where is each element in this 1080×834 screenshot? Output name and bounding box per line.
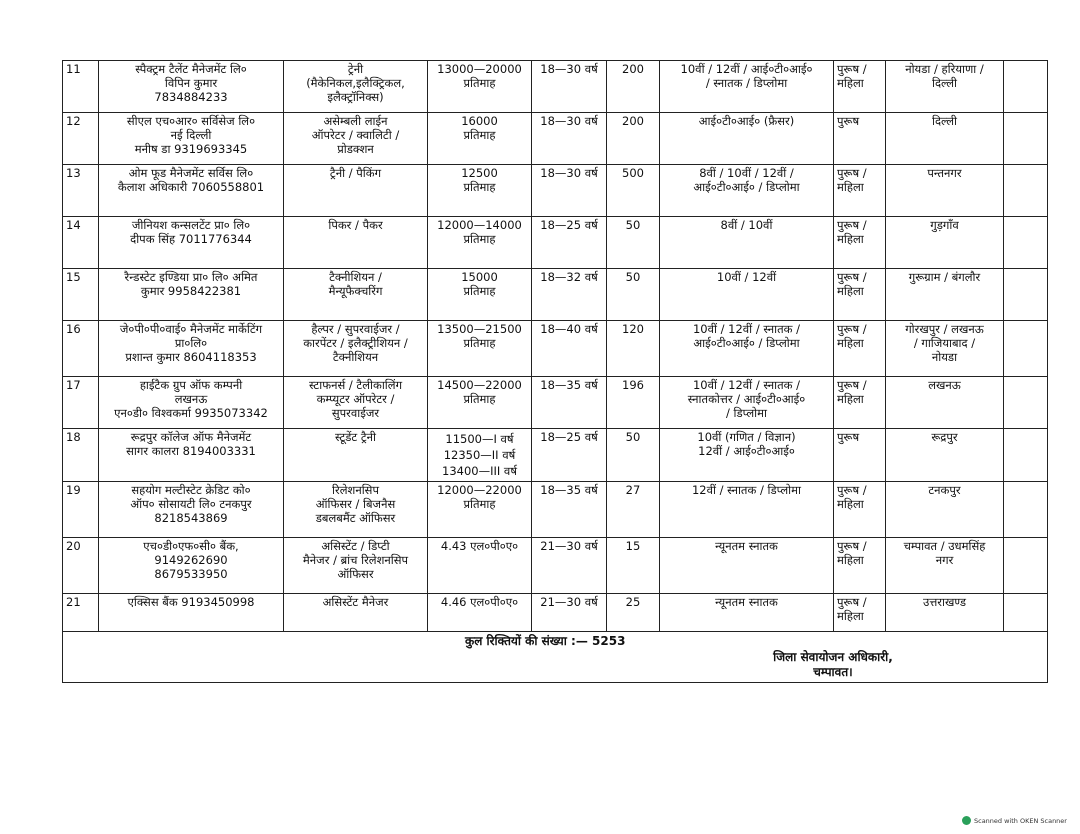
cell-line: टैक्नीशियन (332, 350, 379, 364)
cell-line: (मैकेनिकल,इलैक्ट्रिकल, (306, 76, 405, 90)
post-cell (284, 165, 428, 217)
scanner-label: Scanned with OKEN Scanner (974, 816, 1067, 825)
cell-line: पुरूष / (837, 270, 867, 284)
cell-line: असेम्बली लाईन (323, 114, 388, 128)
cell-line: पुरूष / (837, 62, 867, 76)
company-cell (99, 165, 284, 217)
qualification-cell (660, 113, 834, 165)
salary-cell (428, 113, 532, 165)
cell-line: रिलेशनसिप (332, 483, 379, 497)
vacancy-count-cell: 15 (607, 538, 660, 594)
cell-line: मैनेजर / ब्रांच रिलेशनसिप (302, 553, 409, 567)
cell-line: कम्प्यूटर ऑपरेटर / (316, 392, 395, 406)
cell-line: महिला (837, 232, 864, 246)
cell-line: आई०टी०आई० (फ्रैसर) (698, 114, 795, 128)
salary-cell (428, 429, 532, 482)
cell-line: गुड़गाँव (930, 218, 959, 232)
qualification-cell (660, 321, 834, 377)
cell-line: पुरूष / (837, 483, 867, 497)
cell-line: कारपेंटर / इलैक्ट्रीशियन / (303, 336, 408, 350)
cell-line: उत्तराखण्ड (923, 595, 966, 609)
vacancy-count-cell: 50 (607, 217, 660, 269)
cell-line: 10वीं / 12वीं / आई०टी०आई० (680, 62, 813, 76)
cell-line: पिकर / पैकर (328, 218, 383, 232)
post-cell (284, 594, 428, 632)
cell-line: प्रा०लि० (174, 336, 208, 350)
qualification-cell (660, 61, 834, 113)
officer-title: जिला सेवायोजन अधिकारी, (773, 650, 893, 664)
company-cell (99, 429, 284, 482)
cell-line: 13000—20000 (437, 62, 522, 76)
table-row (63, 429, 1048, 482)
cell-line: स्टाफनर्स / टैलीकालिंग (308, 378, 403, 392)
cell-line: पुरूष / (837, 378, 867, 392)
age-limit-cell: 18—30 वर्ष (532, 61, 607, 113)
cell-line: असिस्टेंट / डिप्टी (321, 539, 390, 553)
cell-line: चम्पावत / उधमसिंह (903, 539, 986, 553)
company-cell (99, 269, 284, 321)
cell-line: महिला (837, 284, 864, 298)
salary-cell (428, 594, 532, 632)
location-cell (886, 321, 1004, 377)
serial-number-cell: 19 (63, 482, 99, 538)
table-row (63, 217, 1048, 269)
salary-cell (428, 61, 532, 113)
cell-line: 12वीं / आई०टी०आई० (698, 444, 795, 458)
cell-line: रैन्डस्टेट इण्डिया प्रा० लि० अमित (124, 270, 258, 284)
total-vacancies: कुल रिक्तियों की संख्या :— 5253 (465, 634, 626, 648)
empty-cell (1004, 165, 1048, 217)
serial-number-cell: 16 (63, 321, 99, 377)
age-limit-cell: 21—30 वर्ष (532, 594, 607, 632)
age-limit-cell: 21—30 वर्ष (532, 538, 607, 594)
gender-cell (834, 321, 886, 377)
cell-line: नई दिल्ली (170, 128, 212, 142)
serial-number-cell: 13 (63, 165, 99, 217)
cell-line: ट्रेनी (347, 62, 364, 76)
cell-line: प्रतिमाह (463, 336, 496, 350)
gender-cell (834, 429, 886, 482)
gender-cell (834, 61, 886, 113)
cell-line: 11500—I वर्ष (445, 432, 514, 446)
company-cell (99, 377, 284, 429)
empty-cell (1004, 594, 1048, 632)
cell-line: प्रतिमाह (463, 76, 496, 90)
cell-line: टैक्नीशियन / (329, 270, 382, 284)
cell-line: हाईटैक ग्रुप ऑफ कम्पनी (139, 378, 243, 392)
officer-district: चम्पावत। (813, 665, 853, 679)
cell-line: डबलबमैंट ऑफिसर (315, 511, 396, 525)
contact-phone: एन०डी० विश्वकर्मा 9935073342 (114, 406, 268, 420)
gender-cell (834, 377, 886, 429)
salary-cell (428, 217, 532, 269)
cell-line: नोयडा (931, 350, 958, 364)
table-row (63, 377, 1048, 429)
cell-line: सहयोग मल्टीस्टेट क्रेडिट को० (131, 483, 251, 497)
cell-line: जे०पी०पी०वाई० मैनेजमेंट मार्केटिंग (119, 322, 263, 336)
empty-cell (1004, 113, 1048, 165)
cell-line: महिला (837, 392, 864, 406)
cell-line: महिला (837, 553, 864, 567)
cell-line: प्रतिमाह (463, 128, 496, 142)
company-cell (99, 482, 284, 538)
cell-line: स्नातकोत्तर / आई०टी०आई० (687, 392, 806, 406)
cell-line: 15000 (461, 270, 498, 284)
vacancy-count-cell: 500 (607, 165, 660, 217)
post-cell (284, 321, 428, 377)
cell-line: प्रतिमाह (463, 232, 496, 246)
cell-line: 4.46 एल०पी०ए० (440, 595, 519, 609)
cell-line: गोरखपुर / लखनऊ (905, 322, 984, 336)
age-limit-cell: 18—30 वर्ष (532, 113, 607, 165)
table-row (63, 61, 1048, 113)
age-limit-cell: 18—35 वर्ष (532, 377, 607, 429)
cell-line: सागर कालरा 8194003331 (126, 444, 256, 458)
cell-line: पुरूष / (837, 595, 867, 609)
empty-cell (1004, 321, 1048, 377)
cell-line: रूद्रपुर (931, 430, 958, 444)
qualification-cell (660, 217, 834, 269)
cell-line: विपिन कुमार (164, 76, 218, 90)
gender-cell (834, 165, 886, 217)
cell-line: / डिप्लोमा (725, 406, 768, 420)
age-limit-cell: 18—25 वर्ष (532, 429, 607, 482)
company-cell (99, 217, 284, 269)
cell-line: इलैक्ट्रॉनिक्स) (327, 90, 384, 104)
table-row (63, 165, 1048, 217)
cell-line: 10वीं / 12वीं (716, 270, 777, 284)
cell-line: दीपक सिंह 7011776344 (130, 232, 252, 246)
cell-line: लखनऊ (174, 392, 208, 406)
footer-cell (63, 632, 1048, 683)
location-cell (886, 269, 1004, 321)
officer-signature (753, 650, 913, 680)
cell-line: प्रतिमाह (463, 180, 496, 194)
cell-line: दिल्ली (931, 76, 958, 90)
table-row (63, 113, 1048, 165)
post-cell (284, 538, 428, 594)
scanner-watermark (962, 816, 1067, 825)
empty-cell (1004, 538, 1048, 594)
gender-cell (834, 113, 886, 165)
cell-line: 9149262690 (154, 553, 228, 567)
salary-cell (428, 377, 532, 429)
company-cell (99, 61, 284, 113)
cell-line: पुरूष / (837, 322, 867, 336)
vacancy-table-body (63, 61, 1048, 683)
serial-number-cell: 21 (63, 594, 99, 632)
cell-line: टनकपुर (928, 483, 961, 497)
location-cell (886, 482, 1004, 538)
cell-line: महिला (837, 609, 864, 623)
contact-phone: मनीष डा 9319693345 (134, 142, 248, 156)
cell-line: एच०डी०एफ०सी० बैंक, (143, 539, 239, 553)
cell-line: पुरूष (837, 430, 860, 444)
cell-line: 12500 (461, 166, 498, 180)
empty-cell (1004, 217, 1048, 269)
post-cell (284, 217, 428, 269)
cell-line: 8वीं / 10वीं / 12वीं / (699, 166, 794, 180)
gender-cell (834, 594, 886, 632)
age-limit-cell: 18—25 वर्ष (532, 217, 607, 269)
post-cell (284, 429, 428, 482)
cell-line: ऑफिसर (337, 567, 374, 581)
age-limit-cell: 18—35 वर्ष (532, 482, 607, 538)
location-cell (886, 377, 1004, 429)
contact-phone: 7834884233 (154, 90, 228, 104)
cell-line: ओम फूड मैनेजमेंट सर्विस लि० (128, 166, 254, 180)
vacancy-count-cell: 27 (607, 482, 660, 538)
salary-cell (428, 165, 532, 217)
empty-cell (1004, 429, 1048, 482)
cell-line: प्रतिमाह (463, 497, 496, 511)
cell-line: 12000—22000 (437, 483, 522, 497)
serial-number-cell: 20 (63, 538, 99, 594)
empty-cell (1004, 61, 1048, 113)
cell-line: प्रोडक्शन (337, 142, 374, 156)
qualification-cell (660, 538, 834, 594)
cell-line: दिल्ली (931, 114, 958, 128)
age-limit-cell: 18—40 वर्ष (532, 321, 607, 377)
cell-line: पुरूष / (837, 539, 867, 553)
cell-line: पुरूष / (837, 166, 867, 180)
cell-line: असिस्टेंट मैनेजर (322, 595, 389, 609)
serial-number-cell: 11 (63, 61, 99, 113)
gender-cell (834, 217, 886, 269)
company-cell (99, 113, 284, 165)
cell-line: आई०टी०आई० / डिप्लोमा (693, 180, 800, 194)
salary-cell (428, 538, 532, 594)
contact-phone: 8679533950 (154, 567, 228, 581)
cell-line: ऑप० सोसायटी लि० टनकपुर (130, 497, 252, 511)
cell-line: ऑफिसर / बिजनैस (315, 497, 396, 511)
company-cell (99, 594, 284, 632)
cell-line: / गाजियाबाद / (913, 336, 976, 350)
cell-line: महिला (837, 180, 864, 194)
cell-line: / स्नातक / डिप्लोमा (705, 76, 788, 90)
cell-line: आई०टी०आई० / डिप्लोमा (693, 336, 800, 350)
gender-cell (834, 482, 886, 538)
vacancy-count-cell: 200 (607, 61, 660, 113)
post-cell (284, 482, 428, 538)
cell-line: कुमार 9958422381 (140, 284, 242, 298)
cell-line: न्यूनतम स्नातक (715, 595, 778, 609)
cell-line: लखनऊ (928, 378, 961, 392)
cell-line: गुरूग्राम / बंगलौर (908, 270, 981, 284)
location-cell (886, 217, 1004, 269)
serial-number-cell: 14 (63, 217, 99, 269)
salary-cell (428, 482, 532, 538)
empty-cell (1004, 482, 1048, 538)
vacancy-count-cell: 120 (607, 321, 660, 377)
cell-line: 16000 (461, 114, 498, 128)
cell-line: 12350—II वर्ष (443, 448, 516, 462)
cell-line: 14500—22000 (437, 378, 522, 392)
qualification-cell (660, 482, 834, 538)
cell-line: 13500—21500 (437, 322, 522, 336)
post-cell (284, 61, 428, 113)
table-row (63, 538, 1048, 594)
cell-line: 10वीं / 12वीं / स्नातक / (692, 322, 801, 336)
table-row (63, 594, 1048, 632)
location-cell (886, 594, 1004, 632)
cell-line: ऑपरेटर / क्वालिटी / (311, 128, 400, 142)
salary-cell (428, 269, 532, 321)
qualification-cell (660, 377, 834, 429)
document-page (62, 60, 1047, 683)
cell-line: 10वीं (गणित / विज्ञान) (697, 430, 796, 444)
cell-line: रूद्रपुर कॉलेज ऑफ मैनेजमेंट (130, 430, 252, 444)
cell-line: 4.43 एल०पी०ए० (440, 539, 519, 553)
cell-line: स्पैक्ट्रम टैलेंट मैनेजमेंट लि० (135, 62, 247, 76)
contact-phone: 8218543869 (154, 511, 228, 525)
gender-cell (834, 269, 886, 321)
cell-line: 13400—III वर्ष (442, 464, 517, 478)
cell-line: प्रतिमाह (463, 392, 496, 406)
cell-line: महिला (837, 336, 864, 350)
post-cell (284, 113, 428, 165)
cell-line: स्टूडेंट ट्रैनी (334, 430, 377, 444)
table-row (63, 482, 1048, 538)
qualification-cell (660, 429, 834, 482)
vacancy-count-cell: 25 (607, 594, 660, 632)
cell-line: महिला (837, 497, 864, 511)
company-cell (99, 538, 284, 594)
table-row (63, 321, 1048, 377)
qualification-cell (660, 594, 834, 632)
serial-number-cell: 18 (63, 429, 99, 482)
cell-line: सीएल एच०आर० सर्विसेज लि० (126, 114, 256, 128)
cell-line: प्रतिमाह (463, 284, 496, 298)
cell-line: हैल्पर / सुपरवाईजर / (311, 322, 400, 336)
cell-line: मैन्यूफैक्चरिंग (328, 284, 383, 298)
location-cell (886, 429, 1004, 482)
cell-line: 12वीं / स्नातक / डिप्लोमा (691, 483, 802, 497)
cell-line: ट्रैनी / पैकिंग (329, 166, 382, 180)
vacancy-table (62, 60, 1048, 683)
qualification-cell (660, 165, 834, 217)
cell-line: 12000—14000 (437, 218, 522, 232)
empty-cell (1004, 377, 1048, 429)
cell-line: न्यूनतम स्नातक (715, 539, 778, 553)
vacancy-count-cell: 50 (607, 429, 660, 482)
table-row (63, 269, 1048, 321)
post-cell (284, 377, 428, 429)
serial-number-cell: 17 (63, 377, 99, 429)
cell-line: पन्तनगर (927, 166, 962, 180)
cell-line: सुपरवाईजर (331, 406, 380, 420)
cell-line: एक्सिस बैंक 9193450998 (127, 595, 255, 609)
empty-cell (1004, 269, 1048, 321)
cell-line: पुरूष (837, 114, 860, 128)
location-cell (886, 61, 1004, 113)
vacancy-count-cell: 200 (607, 113, 660, 165)
contact-phone: प्रशान्त कुमार 8604118353 (125, 350, 257, 364)
cell-line: पुरूष / (837, 218, 867, 232)
serial-number-cell: 15 (63, 269, 99, 321)
cell-line: नोयडा / हरियाणा / (905, 62, 984, 76)
salary-cell (428, 321, 532, 377)
cell-line: कैलाश अधिकारी 7060558801 (117, 180, 265, 194)
vacancy-count-cell: 196 (607, 377, 660, 429)
cell-line: 10वीं / 12वीं / स्नातक / (692, 378, 801, 392)
age-limit-cell: 18—30 वर्ष (532, 165, 607, 217)
location-cell (886, 538, 1004, 594)
scanner-logo-icon (962, 816, 971, 825)
table-footer-row (63, 632, 1048, 683)
vacancy-count-cell: 50 (607, 269, 660, 321)
company-cell (99, 321, 284, 377)
location-cell (886, 165, 1004, 217)
serial-number-cell: 12 (63, 113, 99, 165)
location-cell (886, 113, 1004, 165)
gender-cell (834, 538, 886, 594)
post-cell (284, 269, 428, 321)
qualification-cell (660, 269, 834, 321)
cell-line: नगर (935, 553, 954, 567)
cell-line: 8वीं / 10वीं (720, 218, 773, 232)
cell-line: महिला (837, 76, 864, 90)
cell-line: जीनियश कन्सलटेंट प्रा० लि० (131, 218, 251, 232)
age-limit-cell: 18—32 वर्ष (532, 269, 607, 321)
